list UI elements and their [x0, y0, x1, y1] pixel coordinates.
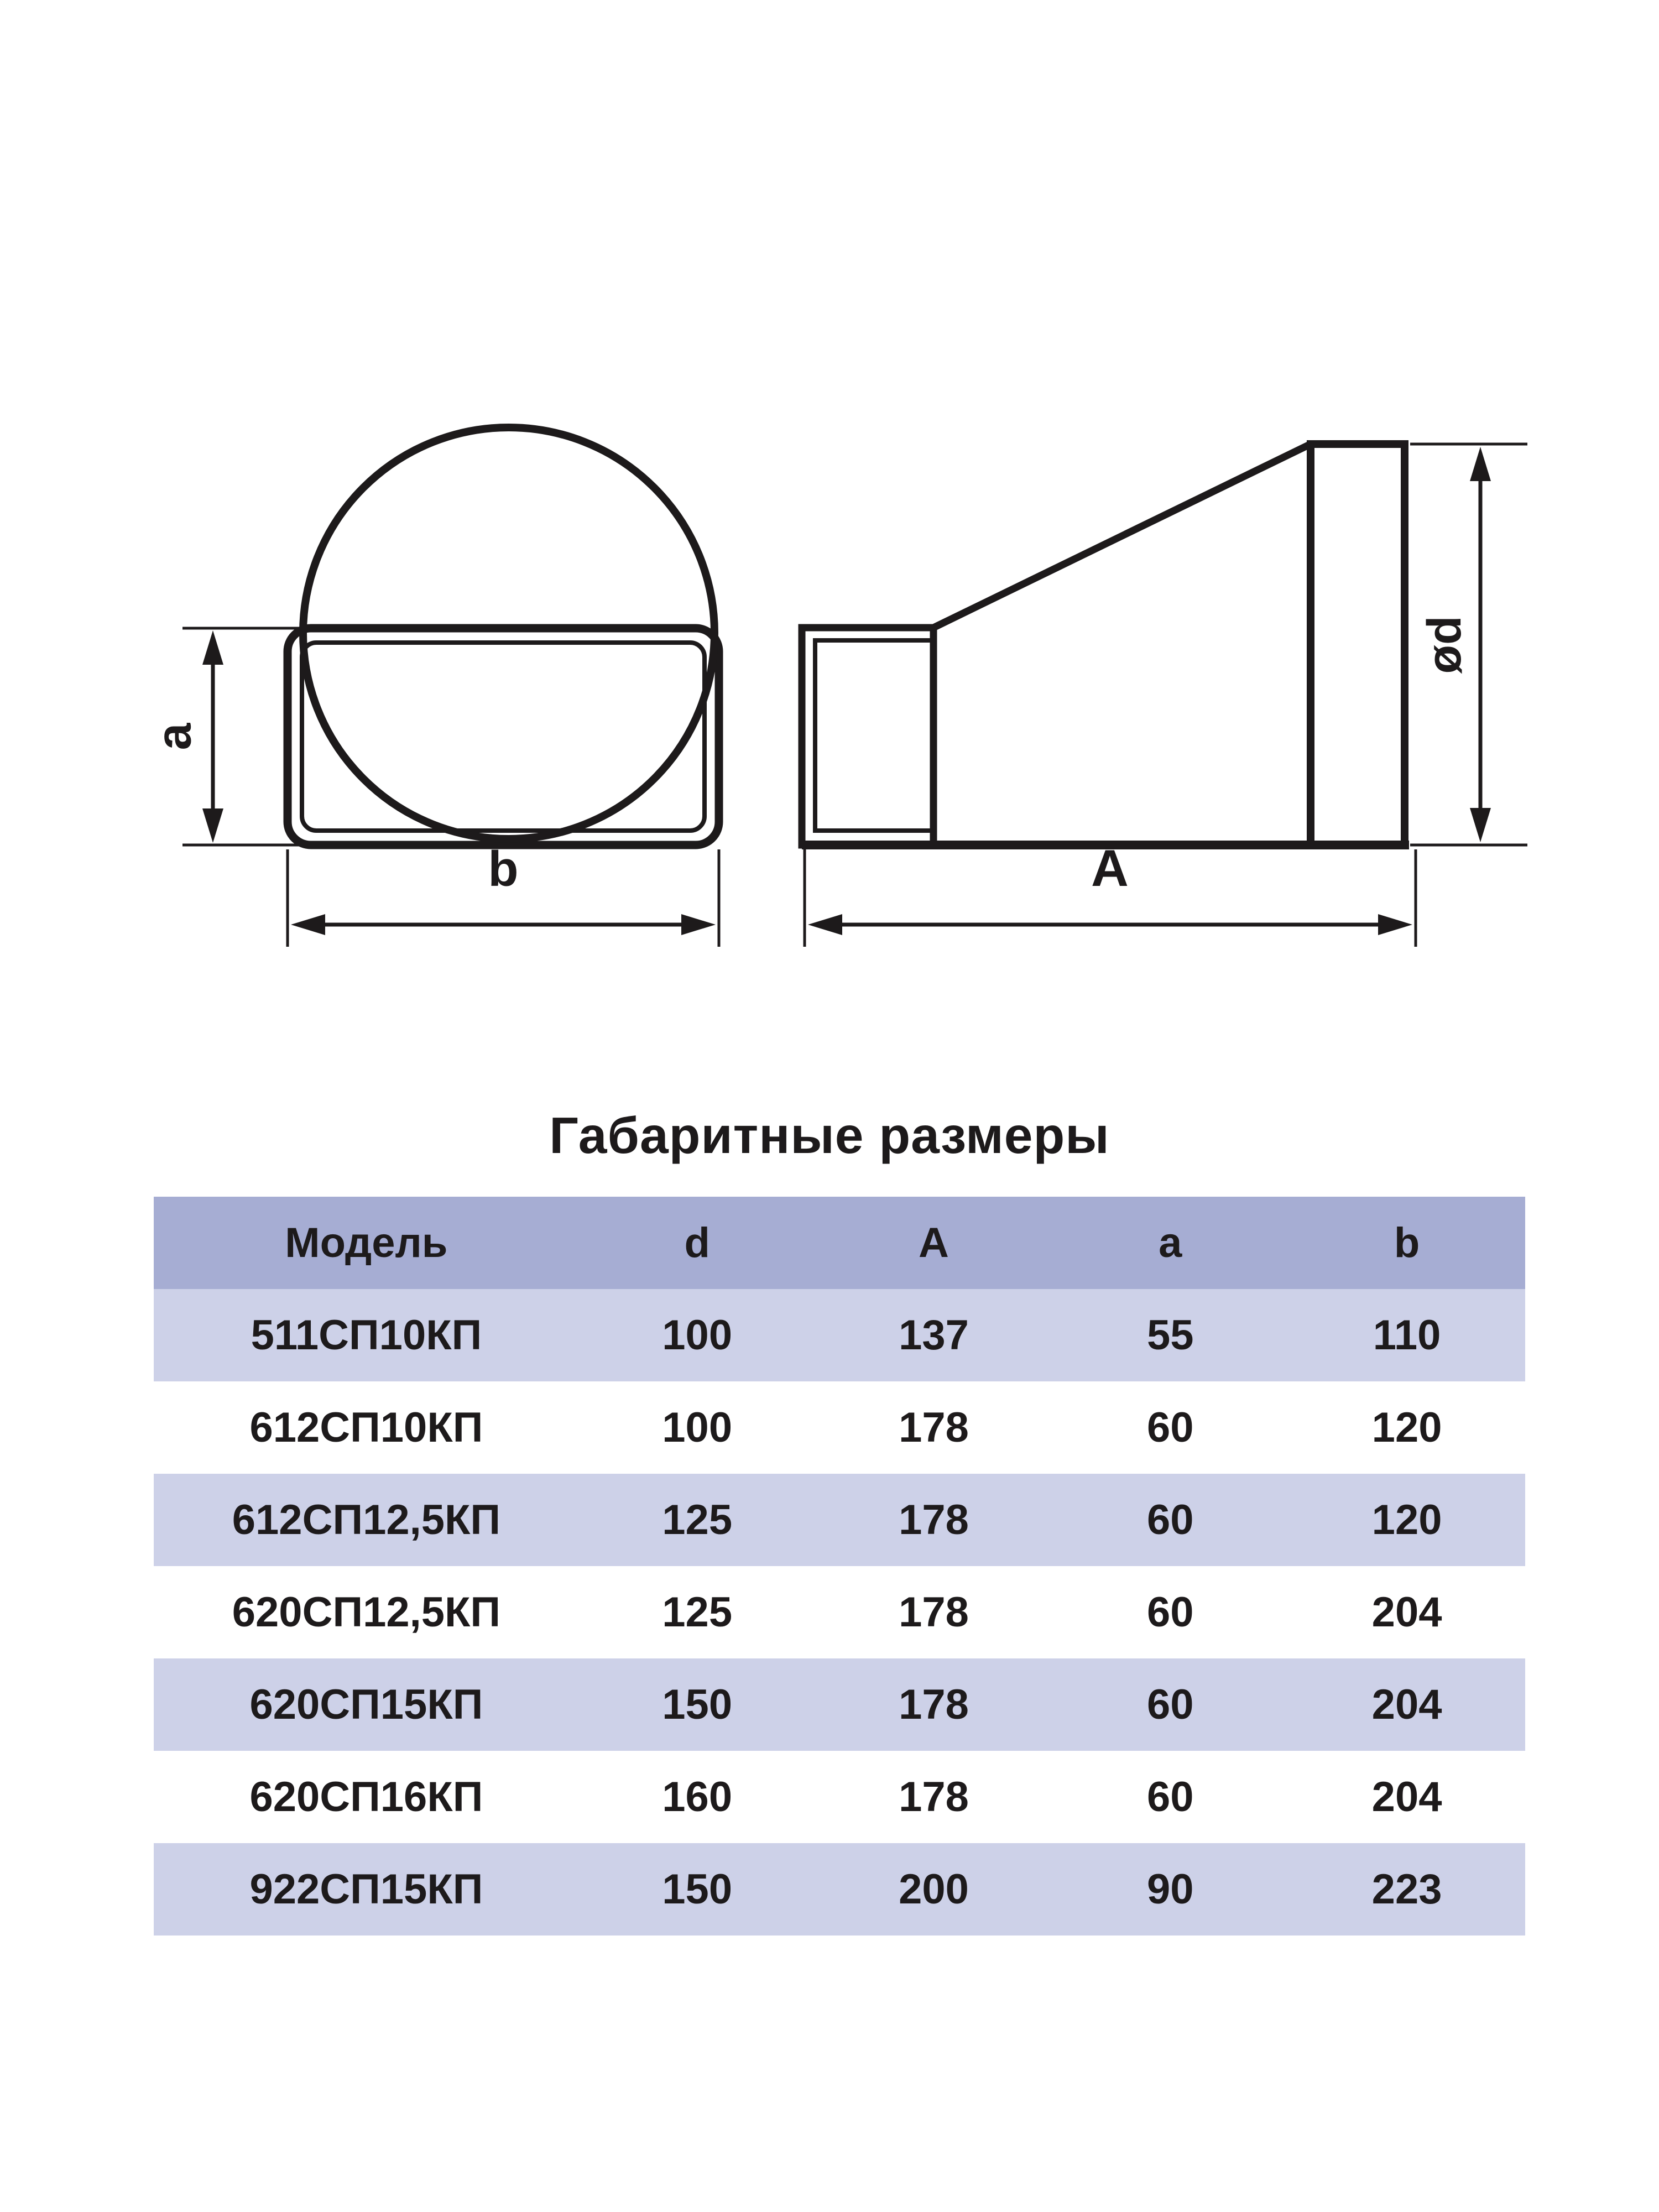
value-cell: 55	[1147, 1312, 1194, 1359]
flat-duct-inner-outline	[302, 643, 705, 831]
table-row	[154, 1566, 1525, 1658]
value-cell: 60	[1147, 1404, 1194, 1451]
dimension-b	[288, 842, 719, 947]
value-cell: 60	[1147, 1496, 1194, 1543]
side-view	[802, 444, 1527, 947]
arrow-right-icon	[681, 914, 716, 935]
model-cell: 620СП15КП	[249, 1681, 483, 1728]
arrow-left-icon	[291, 914, 325, 935]
flat-duct-outer-outline	[288, 628, 719, 845]
dimensions-table	[154, 1197, 1525, 1936]
dimension-A	[805, 839, 1416, 947]
value-cell: 120	[1371, 1404, 1442, 1451]
value-cell: 178	[899, 1589, 969, 1636]
value-cell: 178	[899, 1681, 969, 1728]
model-cell: 511СП10КП	[251, 1312, 482, 1359]
value-cell: 204	[1371, 1681, 1442, 1728]
model-cell: 620СП16КП	[249, 1773, 483, 1820]
value-cell: 110	[1373, 1312, 1441, 1359]
model-cell: 612СП10КП	[249, 1404, 483, 1451]
model-cell: 922СП15КП	[249, 1866, 483, 1913]
value-cell: 60	[1147, 1681, 1194, 1728]
front-view	[147, 427, 719, 947]
round-end-outline	[1311, 444, 1405, 845]
value-cell: 100	[662, 1404, 733, 1451]
value-cell: 150	[662, 1681, 733, 1728]
arrow-right-icon	[1378, 914, 1412, 935]
arrow-left-icon	[808, 914, 842, 935]
value-cell: 100	[662, 1312, 733, 1359]
value-cell: 60	[1147, 1773, 1194, 1820]
table-row	[154, 1381, 1525, 1474]
table-row	[154, 1658, 1525, 1751]
arrow-up-icon	[202, 630, 223, 665]
value-cell: 120	[1371, 1496, 1442, 1543]
header-cell-a: a	[1159, 1219, 1182, 1266]
header-cell-d: d	[684, 1219, 710, 1266]
header-cell-b: b	[1394, 1219, 1420, 1266]
value-cell: 90	[1147, 1866, 1194, 1913]
transition-slope-line	[933, 444, 1311, 628]
value-cell: 204	[1371, 1589, 1442, 1636]
arrow-down-icon	[1470, 808, 1491, 842]
table-row	[154, 1843, 1525, 1936]
value-cell: 204	[1371, 1773, 1442, 1820]
value-cell: 160	[662, 1773, 733, 1820]
round-duct-outline	[303, 427, 714, 839]
table-header-row	[154, 1197, 1525, 1289]
value-cell: 60	[1147, 1589, 1194, 1636]
value-cell: 150	[662, 1866, 733, 1913]
flat-end-inner-lines	[815, 640, 933, 831]
value-cell: 178	[899, 1404, 969, 1451]
value-cell: 223	[1371, 1866, 1442, 1913]
dim-label-b: b	[488, 842, 519, 897]
page-title: Габаритные размеры	[549, 1107, 1110, 1164]
table-row	[154, 1289, 1525, 1381]
header-cell-A: A	[919, 1219, 949, 1266]
value-cell: 137	[899, 1312, 969, 1359]
value-cell: 178	[899, 1496, 969, 1543]
value-cell: 200	[899, 1866, 969, 1913]
dim-label-d: ød	[1418, 615, 1471, 674]
table-row	[154, 1474, 1525, 1566]
value-cell: 178	[899, 1773, 969, 1820]
value-cell: 125	[662, 1496, 733, 1543]
technical-drawing	[138, 359, 1548, 995]
table-row	[154, 1751, 1525, 1843]
arrow-down-icon	[202, 808, 223, 843]
flat-end-outline	[802, 628, 933, 845]
model-cell: 620СП12,5КП	[232, 1589, 501, 1636]
dimension-a	[147, 628, 305, 845]
dimension-d	[1410, 444, 1527, 845]
dim-label-A: A	[1091, 839, 1129, 897]
value-cell: 125	[662, 1589, 733, 1636]
table-body	[154, 1289, 1525, 1936]
dim-label-a: a	[146, 723, 201, 750]
model-cell: 612СП12,5КП	[232, 1496, 501, 1543]
header-cell-model: Модель	[285, 1219, 448, 1266]
arrow-up-icon	[1470, 447, 1491, 481]
